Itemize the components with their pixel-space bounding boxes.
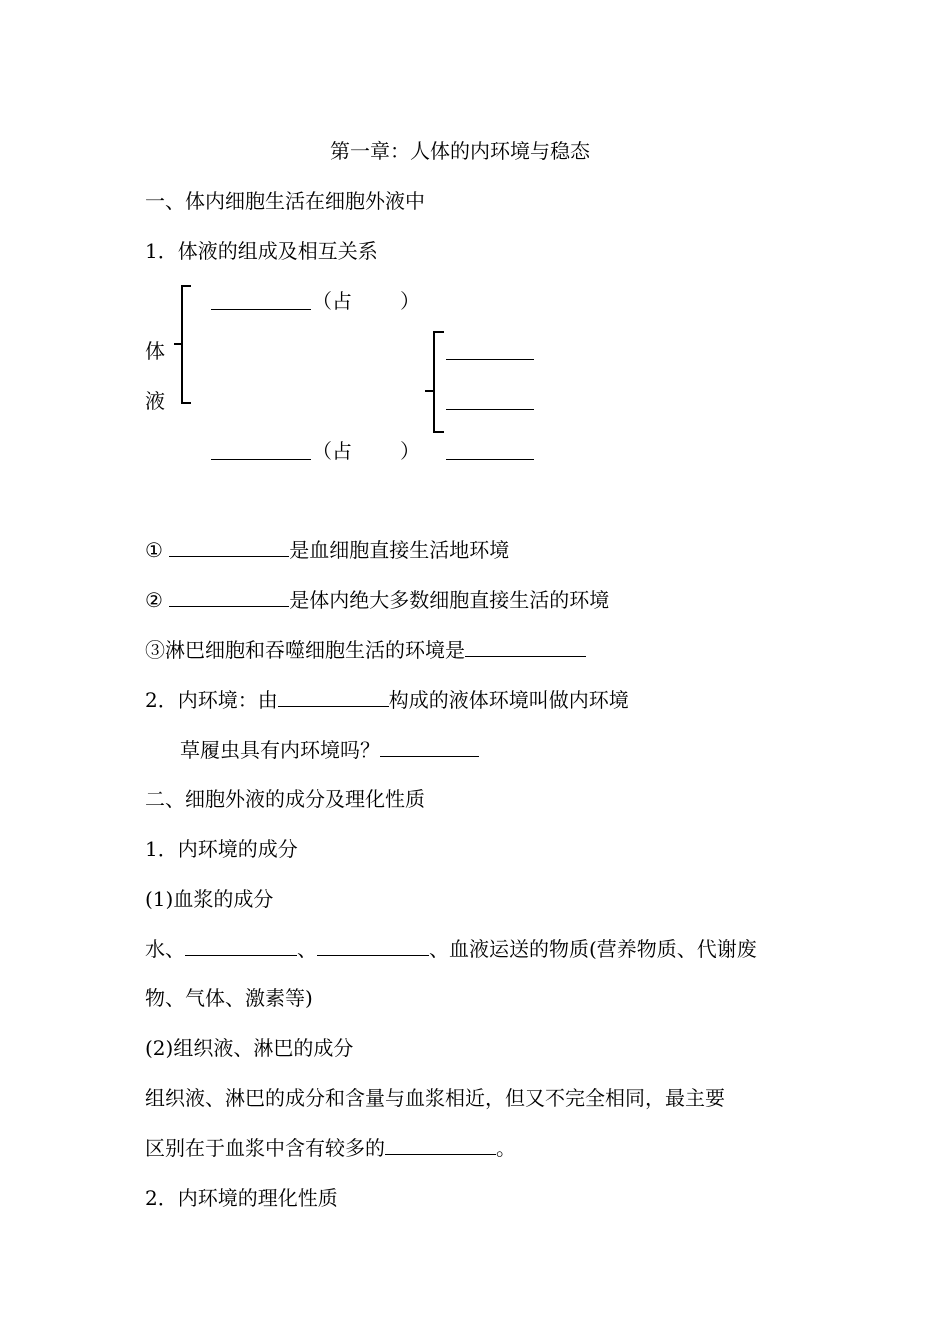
occupy-open-top: （占: [312, 289, 352, 313]
question-2-mark: ②: [145, 588, 163, 612]
diagram-label-ti: 体: [145, 339, 165, 363]
question-2-text: 是体内绝大多数细胞直接生活的环境: [289, 588, 610, 612]
tissue-fluid-line2-b: 。: [496, 1136, 516, 1160]
tissue-fluid-heading: (2)组织液、淋巴的成分: [145, 1036, 354, 1060]
plasma-composition-line1: [145, 937, 757, 961]
plasma-composition-line2: 物、气体、激素等): [145, 986, 313, 1010]
right-bracket: [433, 331, 444, 433]
occupy-close-bottom: ）: [400, 439, 420, 463]
section1-item1-heading: 1．体液的组成及相互关系: [145, 239, 378, 263]
section2-heading: 二、细胞外液的成分及理化性质: [145, 787, 425, 811]
question-3-blank[interactable]: [465, 638, 586, 657]
occupy-close-top: ）: [400, 289, 420, 313]
tissue-fluid-blank[interactable]: [385, 1136, 496, 1155]
tissue-fluid-line2: [145, 1136, 516, 1160]
question-2: [145, 588, 609, 612]
plasma-line1-a: 水、: [145, 937, 185, 961]
section2-item1-heading: 1．内环境的成分: [145, 837, 298, 861]
occupy-open-bottom: （占: [312, 439, 352, 463]
extracellular-blank-1[interactable]: [446, 359, 534, 360]
question-3-text: ③淋巴细胞和吞噬细胞生活的环境是: [145, 638, 465, 662]
tissue-fluid-line1: 组织液、淋巴的成分和含量与血浆相近，但又不完全相同，最主要: [145, 1086, 725, 1110]
diagram-label-ye: 液: [145, 389, 165, 413]
item2-question: [180, 738, 479, 762]
plasma-blank-1[interactable]: [185, 937, 297, 956]
item2-question-text: 草履虫具有内环境吗？: [180, 738, 380, 762]
right-bracket-tick: [425, 390, 435, 392]
question-1-text: 是血细胞直接生活地环境: [289, 538, 510, 562]
section2-item2-heading: 2．内环境的理化性质: [145, 1186, 338, 1210]
item2-prefix: 2．内环境：由: [145, 688, 278, 712]
extracellular-blank-2[interactable]: [446, 409, 534, 410]
question-1-mark: ①: [145, 538, 163, 562]
plasma-composition-heading: (1)血浆的成分: [145, 887, 274, 911]
question-3: [145, 638, 586, 662]
plasma-line1-b: 、: [297, 937, 317, 961]
item2-blank[interactable]: [278, 688, 389, 707]
plasma-line1-c: 、血液运送的物质(营养物质、代谢废: [429, 937, 757, 961]
extracellular-blank-3[interactable]: [446, 459, 534, 460]
extracellular-fluid-blank[interactable]: [211, 459, 311, 460]
left-bracket-tick: [174, 343, 183, 345]
question-1-blank[interactable]: [169, 538, 289, 557]
item2-suffix: 构成的液体环境叫做内环境: [388, 688, 629, 712]
question-1: [145, 538, 509, 562]
plasma-blank-2[interactable]: [317, 937, 429, 956]
item2-question-blank[interactable]: [380, 738, 479, 757]
section1-item2: [145, 688, 629, 712]
intracellular-fluid-blank[interactable]: [211, 309, 311, 310]
page-title: 第一章：人体的内环境与稳态: [330, 139, 590, 163]
question-2-blank[interactable]: [169, 588, 289, 607]
section1-heading: 一、体内细胞生活在细胞外液中: [145, 189, 425, 213]
tissue-fluid-line2-a: 区别在于血浆中含有较多的: [145, 1136, 385, 1160]
